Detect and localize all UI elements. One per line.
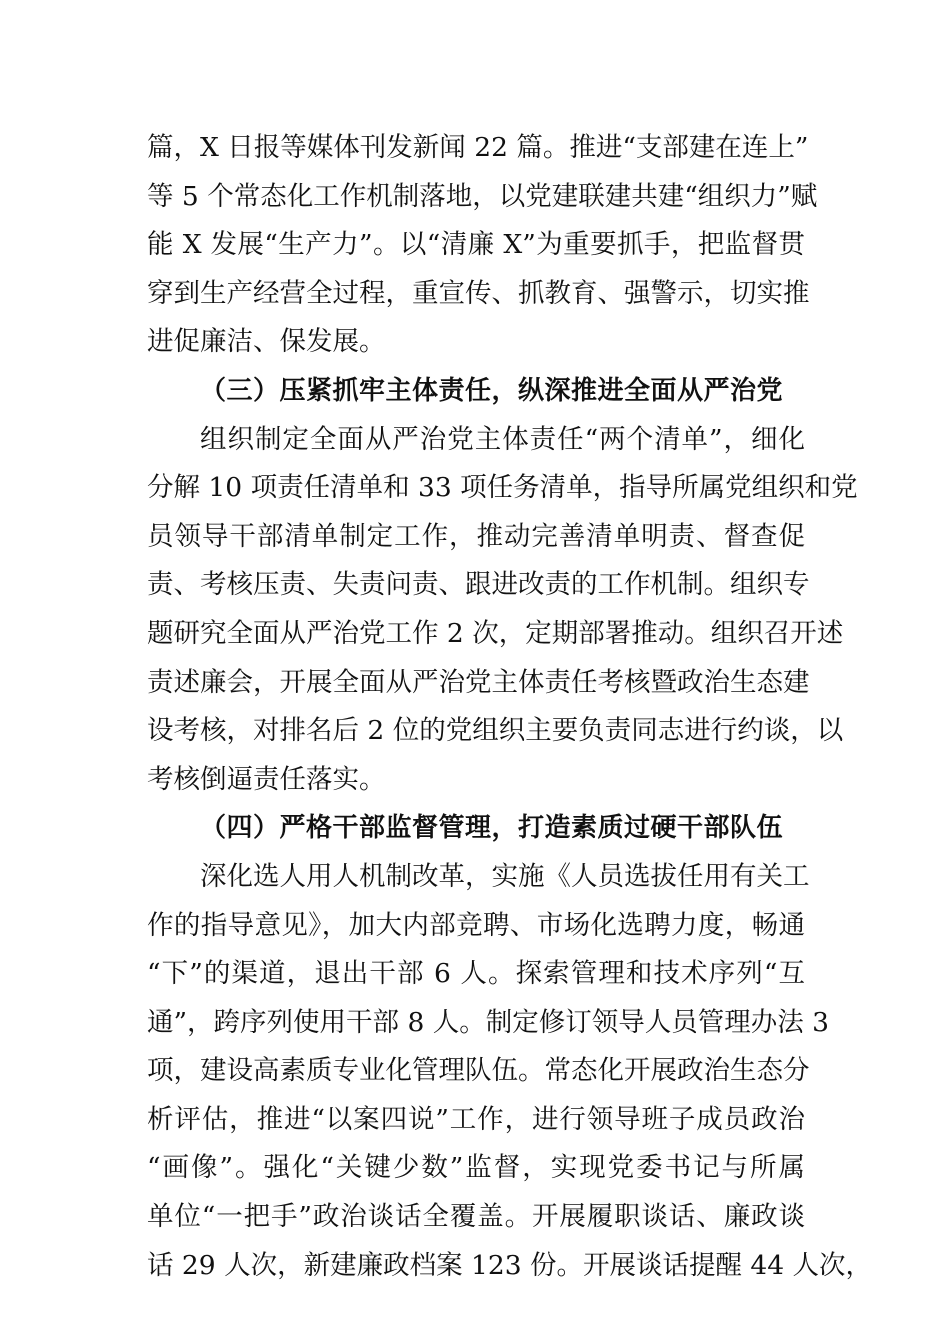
text-line: 责、考核压责、失责问责、跟进改责的工作机制。组织专 xyxy=(147,569,810,601)
text-line: 话 29 人次，新建廉政档案 123 份。开展谈话提醒 44 人次， xyxy=(147,1249,873,1281)
text-line: 作的指导意见》，加大内部竞聘、市场化选聘力度，畅通 xyxy=(147,909,805,941)
text-line: 责述廉会，开展全面从严治党主体责任考核暨政治生态建 xyxy=(147,666,810,698)
paragraph-responsibility xyxy=(147,416,858,805)
document-body xyxy=(147,124,873,1290)
text-line: 考核倒逼责任落实。 xyxy=(147,763,386,795)
text-line: 项，建设高素质专业化管理队伍。常态化开展政治生态分 xyxy=(147,1055,810,1087)
text-line: 员领导干部清单制定工作，推动完善清单明责、督查促 xyxy=(147,520,805,552)
paragraph-cadre-supervision xyxy=(147,853,873,1290)
text-line: 穿到生产经营全过程，重宣传、抓教育、强警示，切实推 xyxy=(147,277,810,309)
text-line: “画像”。强化“关键少数”监督，实现党委书记与所属 xyxy=(147,1152,805,1184)
text-line: “下”的渠道，退出干部 6 人。探索管理和技术序列“互 xyxy=(147,958,805,990)
text-line: 单位“一把手”政治谈话全覆盖。开展履职谈话、廉政谈 xyxy=(147,1201,805,1233)
text-line: 分解 10 项责任清单和 33 项任务清单，指导所属党组织和党 xyxy=(147,472,858,504)
paragraph-continued xyxy=(147,124,818,367)
text-line: 等 5 个常态化工作机制落地，以党建联建共建“组织力”赋 xyxy=(147,180,818,212)
section-heading-3: （三）压紧抓牢主体责任，纵深推进全面从严治党 xyxy=(200,375,784,406)
text-line: 深化选人用人机制改革，实施《人员选拔任用有关工 xyxy=(200,860,810,892)
text-line: 篇，X 日报等媒体刊发新闻 22 篇。推进“支部建在连上” xyxy=(147,132,809,163)
text-line: 进促廉洁、保发展。 xyxy=(147,326,386,358)
text-line: 能 X 发展“生产力”。以“清廉 X”为重要抓手，把监督贯 xyxy=(147,229,805,261)
text-line: 通”，跨序列使用干部 8 人。制定修订领导人员管理办法 3 xyxy=(147,1006,830,1038)
section-heading-4: （四）严格干部监督管理，打造素质过硬干部队伍 xyxy=(200,813,784,844)
text-line: 析评估，推进“以案四说”工作，进行领导班子成员政治 xyxy=(147,1103,805,1135)
text-line: 设考核，对排名后 2 位的党组织主要负责同志进行约谈，以 xyxy=(147,715,844,747)
text-line: 题研究全面从严治党工作 2 次，定期部署推动。组织召开述 xyxy=(147,617,844,649)
text-line: 组织制定全面从严治党主体责任“两个清单”，细化 xyxy=(200,423,805,455)
